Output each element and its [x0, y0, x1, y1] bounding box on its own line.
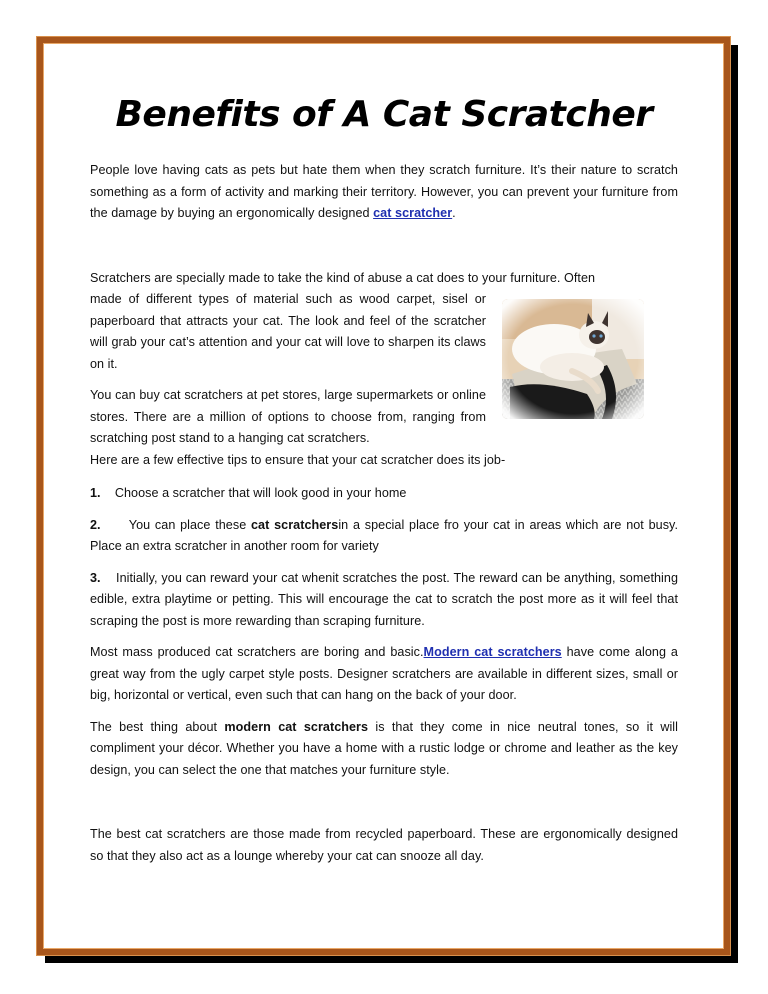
modern-cat-scratchers-link[interactable]: Modern cat scratchers — [423, 645, 562, 659]
modern-paragraph — [90, 642, 678, 707]
cat-scratcher-link[interactable]: cat scratcher — [373, 206, 453, 220]
intro-paragraph — [90, 160, 678, 225]
tip-item-1 — [90, 483, 678, 505]
scratchers-first-line: Scratchers are specially made to take the kind of abuse a cat does to your furniture. Often — [90, 270, 596, 285]
tones-paragraph — [90, 717, 678, 782]
tones-bold-text: modern cat scratchers — [224, 719, 369, 734]
tip-text: You can place these — [128, 517, 251, 532]
tip-text-end: in a special place fro your cat in areas which are not busy. Place an extra scratcher in another room for variety — [90, 517, 678, 553]
modern-text: Most mass produced cat scratchers are boring and basic. — [90, 645, 424, 659]
page-title: Benefits of A Cat Scratcher — [115, 94, 653, 135]
tip-item-3 — [90, 568, 678, 633]
modern-text-end: have come along a great way from the ugly carpet style posts. Designer scratchers are available in different sizes, small or big, horizontal or vertical, even such that can hang on the back of your door. — [90, 645, 678, 702]
intro-text-end: . — [452, 206, 456, 220]
image-wrap-section — [90, 289, 678, 450]
tip-number: 1. — [90, 486, 101, 500]
scratchers-paragraph-rest: made of different types of material such as wood carpet, sisel or paperboard that attracts your cat. The look and feel of the scratcher will grab your cat’s attention and your cat will love to sharpen its claws on it. — [90, 292, 486, 371]
tones-text: The best thing about — [90, 719, 225, 734]
buy-paragraph: You can buy cat scratchers at pet stores, large supermarkets or online stores. There are a million of options to choose from, ranging from scratching post stand to a hanging cat scratchers. — [90, 388, 486, 445]
tip-text: Choose a scratcher that will look good in your home — [114, 486, 407, 500]
tip-number: 3. — [90, 570, 101, 585]
intro-text: People love having cats as pets but hate them when they scratch furniture. It’s their nature to scratch something as a form of activity and marking their territory. However, you can prevent your furniture from the damage by buying an ergonomically designed — [90, 163, 678, 220]
tip-bold-text: cat scratchers — [251, 517, 339, 532]
document-body — [90, 92, 678, 867]
tip-text: Initially, you can reward your cat whenit scratches the post. The reward can be anything, something edible, extra playtime or petting. This will encourage the cat to scratch the post more as it will feel that scraping the post is more rewarding than scraping furniture. — [90, 570, 679, 628]
tip-item-2 — [90, 515, 678, 558]
buy-paragraph-last-line: Here are a few effective tips to ensure that your cat scratcher does its job- — [90, 452, 506, 467]
cat-on-scratcher-image — [502, 299, 644, 419]
closing-paragraph: The best cat scratchers are those made from recycled paperboard. These are ergonomically designed so that they also act as a lounge whereby your cat can snooze all day. — [90, 827, 678, 863]
tones-text-end: is that they come in nice neutral tones, so it will compliment your décor. Whether you have a home with a rustic lodge or chrome and leather as the key design, you can select the one that matches your furniture style. — [90, 719, 679, 777]
tip-number: 2. — [90, 517, 101, 532]
